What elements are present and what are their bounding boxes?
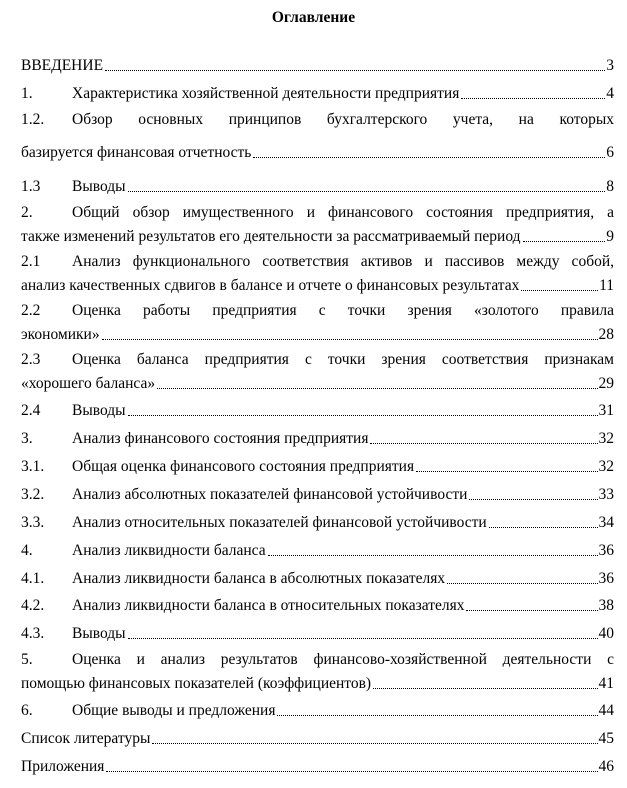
toc-entry-introduction[interactable] (21, 55, 614, 75)
toc-entry-text: Оценка работы предприятия с точки зрения «золотого правила (72, 302, 614, 319)
toc-entry-6[interactable] (21, 700, 614, 720)
toc-entry-text: Оценка баланса предприятия с точки зрения соответствия признакам (72, 351, 614, 368)
toc-entry-number: 6. (21, 702, 33, 719)
toc-page-number: 29 (598, 375, 614, 392)
toc-entry-2-1[interactable] (21, 253, 614, 273)
toc-entry-text: Характеристика хозяйственной деятельности предприятия (72, 85, 460, 102)
toc-page-number: 45 (598, 730, 614, 747)
toc-entry-3-2[interactable] (21, 484, 614, 504)
toc-entry-text: Общая оценка финансового состояния предприятия (72, 458, 415, 475)
toc-page-number: 11 (599, 277, 614, 294)
toc-entry-number: 4.2. (21, 597, 45, 614)
leader-dots (152, 743, 597, 744)
toc-page-number: 4 (606, 85, 614, 102)
toc-entry-text: анализ качественных сдвигов в балансе и отчете о финансовых результатах (21, 277, 520, 294)
leader-dots (253, 157, 605, 158)
toc-entry-bibliography[interactable] (21, 728, 614, 748)
toc-page-number: 8 (606, 178, 614, 195)
toc-entry-4-3[interactable] (21, 623, 614, 643)
leader-dots (106, 771, 597, 772)
toc-entry-number: 2.2 (21, 302, 41, 319)
toc-entry-5-cont[interactable] (21, 673, 614, 693)
toc-entry-number: 1.2. (21, 111, 45, 128)
toc-entry-text: Приложения (21, 758, 105, 775)
toc-entry-2[interactable] (21, 204, 614, 224)
toc-entry-2-3[interactable] (21, 351, 614, 371)
toc-page-number: 36 (598, 570, 614, 587)
toc-entry-2-1-cont[interactable] (21, 275, 614, 295)
toc-entry-number: 2. (21, 204, 33, 221)
toc-entry-text: базируется финансовая отчетность (21, 144, 252, 161)
toc-entry-text: ВВЕДЕНИЕ (21, 57, 104, 74)
toc-entry-2-2[interactable] (21, 302, 614, 322)
leader-dots (277, 715, 597, 716)
toc-page-number: 41 (598, 675, 614, 692)
toc-entry-3-1[interactable] (21, 456, 614, 476)
toc-entry-text: «хорошего баланса» (21, 375, 156, 392)
toc-entry-number: 4. (21, 542, 33, 559)
leader-dots (461, 98, 605, 99)
toc-entry-text: помощью финансовых показателей (коэффициентов) (21, 675, 372, 692)
leader-dots (416, 471, 597, 472)
toc-page-number: 44 (598, 702, 614, 719)
toc-entry-number: 5. (21, 651, 33, 668)
toc-entry-2-2-cont[interactable] (21, 324, 614, 344)
toc-entry-number: 1.3 (21, 178, 41, 195)
toc-entry-2-4[interactable] (21, 400, 614, 420)
leader-dots (268, 555, 598, 556)
toc-entry-4-2[interactable] (21, 595, 614, 615)
toc-entry-text: Анализ ликвидности баланса в абсолютных показателях (72, 570, 446, 587)
toc-entry-number: 4.1. (21, 570, 45, 587)
toc-entry-text: экономики» (21, 326, 100, 343)
toc-entry-text: Обзор основных принципов бухгалтерского учета, на которых (72, 111, 614, 128)
toc-page-number: 6 (606, 144, 614, 161)
toc-entry-number: 2.4 (21, 402, 41, 419)
toc-entry-number: 3.1. (21, 458, 45, 475)
toc-entry-number: 2.1 (21, 253, 41, 270)
leader-dots (489, 527, 598, 528)
toc-entry-5[interactable] (21, 651, 614, 671)
toc-entry-number: 3. (21, 430, 33, 447)
toc-entry-text: Список литературы (21, 730, 151, 747)
toc-entry-text: Анализ ликвидности баланса в относительных показателях (72, 597, 465, 614)
toc-page-number: 32 (598, 458, 614, 475)
toc-entry-text: Выводы (72, 402, 126, 419)
toc-page-number: 38 (598, 597, 614, 614)
leader-dots (128, 415, 598, 416)
toc-page-number: 40 (598, 625, 614, 642)
toc-entry-text: Анализ относительных показателей финансовой устойчивости (72, 514, 487, 531)
toc-entry-1[interactable] (21, 83, 614, 103)
toc-entry-text: Общий обзор имущественного и финансового состояния предприятия, а (72, 204, 614, 221)
toc-entry-2-cont[interactable] (21, 226, 614, 246)
toc-page-number: 36 (598, 542, 614, 559)
toc-entry-text: Выводы (72, 625, 126, 642)
toc-page-number: 3 (606, 57, 614, 74)
page-title: Оглавление (271, 9, 356, 26)
leader-dots (466, 610, 597, 611)
toc-page-number: 33 (598, 486, 614, 503)
leader-dots (370, 443, 597, 444)
toc-entry-text: также изменений результатов его деятельности за рассматриваемый период (21, 228, 521, 245)
toc-entry-text: Анализ абсолютных показателей финансовой устойчивости (72, 486, 468, 503)
toc-page-number: 32 (598, 430, 614, 447)
toc-entry-text: Анализ финансового состояния предприятия (72, 430, 369, 447)
leader-dots (128, 191, 606, 192)
toc-page-number: 46 (598, 758, 614, 775)
toc-entry-text: Анализ функционального соответствия активов и пассивов между собой, (72, 253, 614, 270)
toc-entry-2-3-cont[interactable] (21, 373, 614, 393)
leader-dots (373, 688, 597, 689)
leader-dots (128, 638, 598, 639)
leader-dots (523, 241, 606, 242)
toc-entry-4-1[interactable] (21, 568, 614, 588)
toc-entry-1-2-cont[interactable] (21, 142, 614, 162)
leader-dots (105, 70, 605, 71)
toc-entry-3-3[interactable] (21, 512, 614, 532)
leader-dots (447, 583, 597, 584)
leader-dots (102, 339, 598, 340)
toc-entry-appendices[interactable] (21, 756, 614, 776)
toc-entry-4[interactable] (21, 540, 614, 560)
toc-page-number: 34 (598, 514, 614, 531)
leader-dots (521, 290, 598, 291)
toc-entry-text: Выводы (72, 178, 126, 195)
toc-entry-text: Оценка и анализ результатов финансово-хозяйственной деятельности с (72, 651, 614, 668)
leader-dots (157, 388, 597, 389)
toc-page-number: 9 (606, 228, 614, 245)
toc-entry-number: 4.3. (21, 625, 45, 642)
toc-entry-text: Анализ ликвидности баланса (72, 542, 266, 559)
toc-page-number: 28 (598, 326, 614, 343)
toc-entry-number: 2.3 (21, 351, 41, 368)
toc-entry-3[interactable] (21, 428, 614, 448)
toc-page-number: 31 (598, 402, 614, 419)
toc-entry-1-3[interactable] (21, 176, 614, 196)
toc-entry-1-2[interactable] (21, 111, 614, 131)
toc-entry-number: 3.2. (21, 486, 45, 503)
toc-entry-number: 3.3. (21, 514, 45, 531)
toc-entry-text: Общие выводы и предложения (72, 702, 276, 719)
toc-entry-number: 1. (21, 85, 33, 102)
leader-dots (469, 499, 597, 500)
